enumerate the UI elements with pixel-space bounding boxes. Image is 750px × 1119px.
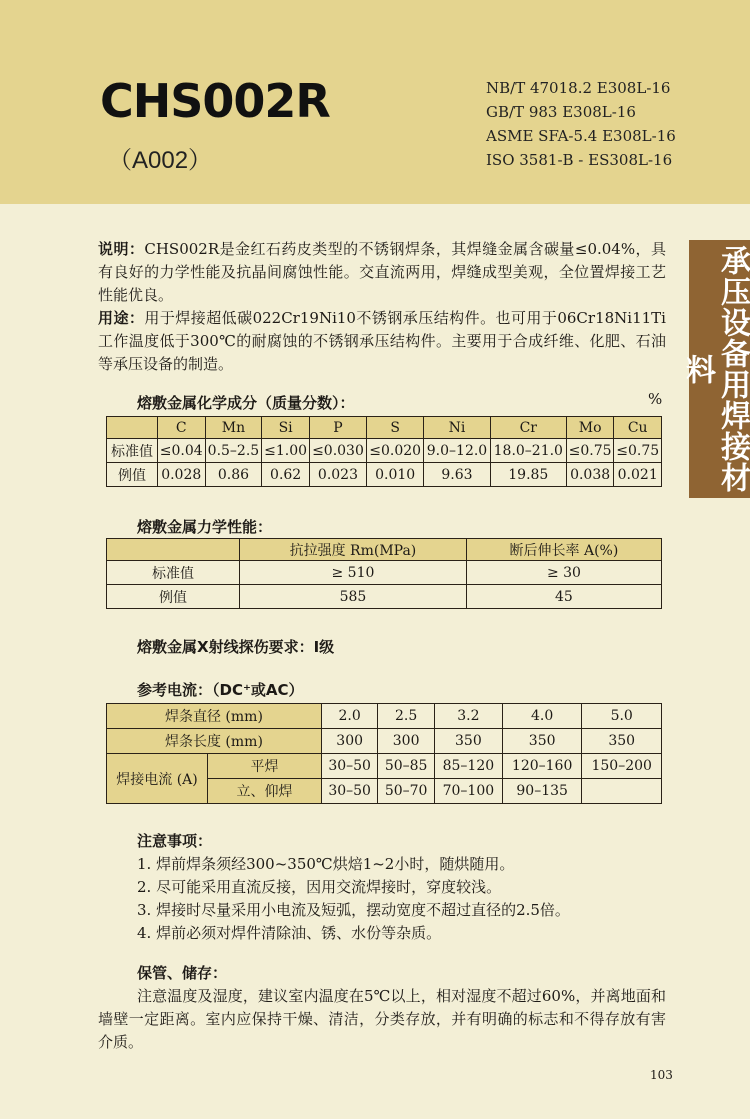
table-cell: 0.5–2.5 — [205, 439, 262, 463]
table-cell: ≤0.75 — [566, 439, 614, 463]
table-cell: 50–85 — [378, 754, 434, 779]
current-table — [106, 703, 662, 804]
table-cell: 0.021 — [614, 463, 662, 487]
table-row — [107, 463, 662, 487]
table-header-cell: 立、仰焊 — [208, 779, 322, 804]
table-header-cell: Mn — [205, 417, 262, 439]
table-cell: 350 — [502, 729, 582, 754]
table-cell: 标准值 — [107, 439, 158, 463]
list-item: 3. 焊接时尽量采用小电流及短弧，摆动宽度不超过直径的2.5倍。 — [137, 901, 570, 919]
chemical-unit: % — [648, 390, 663, 408]
standard-item: NB/T 47018.2 E308L-16 — [486, 79, 671, 97]
notes-title: 注意事项： — [137, 832, 213, 850]
standards-list — [486, 76, 676, 172]
side-category-tab: 承压设备用焊接材料 — [689, 240, 750, 498]
table-header-cell: 焊条直径 (mm) — [107, 704, 322, 729]
table-cell: ≤0.020 — [367, 439, 424, 463]
description-label: 说明： — [98, 240, 145, 258]
table-cell: 30–50 — [321, 754, 377, 779]
table-header-cell: 焊接电流 (A) — [107, 754, 208, 804]
product-model: CHS002R — [100, 74, 330, 128]
table-cell: ≥ 30 — [466, 561, 661, 585]
table-cell: 45 — [466, 585, 661, 609]
table-header-cell: C — [158, 417, 206, 439]
table-cell: 2.0 — [321, 704, 377, 729]
usage-text: 用于焊接超低碳022Cr19Ni10不锈钢承压结构件。也可用于06Cr18Ni11Ti工作温度低于300℃的耐腐蚀的不锈钢承压结构件。主要用于合成纤维、化肥、石油等承压设备的制造。 — [98, 309, 666, 373]
table-header-row — [107, 417, 662, 439]
usage-label: 用途： — [98, 309, 145, 327]
table-cell: 例值 — [107, 585, 240, 609]
table-row — [107, 729, 662, 754]
usage-paragraph — [98, 307, 666, 376]
table-header-row — [107, 539, 662, 561]
table-cell: ≤1.00 — [262, 439, 310, 463]
table-row — [107, 585, 662, 609]
page-number: 103 — [650, 1068, 673, 1082]
list-item: 4. 焊前必须对焊件清除油、锈、水份等杂质。 — [137, 924, 442, 942]
table-row — [107, 754, 662, 779]
table-row — [107, 704, 662, 729]
table-header-cell: Mo — [566, 417, 614, 439]
table-cell: 0.028 — [158, 463, 206, 487]
standard-item: GB/T 983 E308L-16 — [486, 103, 636, 121]
table-cell — [582, 779, 662, 804]
table-cell: 300 — [321, 729, 377, 754]
xray-requirement: 熔敷金属X射线探伤要求：Ⅰ级 — [137, 638, 335, 656]
table-cell: 30–50 — [321, 779, 377, 804]
storage-title: 保管、储存： — [137, 964, 228, 982]
table-cell: 9.63 — [424, 463, 491, 487]
product-alt-model: （A002） — [108, 147, 213, 174]
table-cell: 3.2 — [434, 704, 502, 729]
standard-item: ASME SFA-5.4 E308L-16 — [486, 127, 676, 145]
table-header-cell — [107, 417, 158, 439]
table-cell: 150–200 — [582, 754, 662, 779]
table-cell: 0.038 — [566, 463, 614, 487]
table-cell: 120–160 — [502, 754, 582, 779]
table-cell: 例值 — [107, 463, 158, 487]
table-header-cell: 断后伸长率 A(%) — [466, 539, 661, 561]
table-header-cell: Ni — [424, 417, 491, 439]
table-header-cell: 平焊 — [208, 754, 322, 779]
table-cell: 5.0 — [582, 704, 662, 729]
table-cell: 70–100 — [434, 779, 502, 804]
table-cell: 19.85 — [490, 463, 566, 487]
table-row — [107, 561, 662, 585]
table-cell: 18.0–21.0 — [490, 439, 566, 463]
table-cell: 300 — [378, 729, 434, 754]
table-cell: 标准值 — [107, 561, 240, 585]
table-cell: 0.86 — [205, 463, 262, 487]
table-header-cell — [107, 539, 240, 561]
table-cell: ≤0.04 — [158, 439, 206, 463]
description-text: CHS002R是金红石药皮类型的不锈钢焊条，其焊缝金属含碳量≤0.04%，具有良好的力学性能及抗晶间腐蚀性能。交直流两用，焊缝成型美观，全位置焊接工艺性能优良。 — [98, 240, 666, 304]
table-cell: 50–70 — [378, 779, 434, 804]
table-cell: 350 — [582, 729, 662, 754]
table-cell: ≥ 510 — [240, 561, 467, 585]
table-header-cell: Cr — [490, 417, 566, 439]
table-cell: 0.023 — [309, 463, 366, 487]
table-cell: 4.0 — [502, 704, 582, 729]
table-header-cell: P — [309, 417, 366, 439]
table-cell: ≤0.030 — [309, 439, 366, 463]
table-cell: 0.010 — [367, 463, 424, 487]
list-item: 1. 焊前焊条须经300~350℃烘焙1~2小时，随烘随用。 — [137, 855, 515, 873]
table-header-cell: 抗拉强度 Rm(MPa) — [240, 539, 467, 561]
table-cell: 9.0–12.0 — [424, 439, 491, 463]
notes-list — [137, 853, 570, 945]
current-title: 参考电流：（DC⁺或AC） — [137, 681, 304, 699]
mechanical-title: 熔敷金属力学性能： — [137, 518, 273, 536]
table-cell: 350 — [434, 729, 502, 754]
storage-text: 注意温度及湿度，建议室内温度在5℃以上，相对湿度不超过60%，并离地面和墙壁一定距离。室内应保持干燥、清洁，分类存放，并有明确的标志和不得存放有害介质。 — [98, 987, 666, 1051]
description-paragraph — [98, 238, 666, 307]
standard-item: ISO 3581-B - ES308L-16 — [486, 151, 673, 169]
table-row — [107, 439, 662, 463]
table-cell: 0.62 — [262, 463, 310, 487]
table-cell: ≤0.75 — [614, 439, 662, 463]
list-item: 2. 尽可能采用直流反接，因用交流焊接时，穿度较浅。 — [137, 878, 502, 896]
chemical-table — [106, 416, 662, 487]
table-cell: 90–135 — [502, 779, 582, 804]
table-cell: 2.5 — [378, 704, 434, 729]
table-cell: 85–120 — [434, 754, 502, 779]
chemical-title: 熔敷金属化学成分（质量分数）： — [137, 394, 355, 412]
table-cell: 585 — [240, 585, 467, 609]
table-header-cell: 焊条长度 (mm) — [107, 729, 322, 754]
table-header-cell: Cu — [614, 417, 662, 439]
table-header-cell: Si — [262, 417, 310, 439]
table-header-cell: S — [367, 417, 424, 439]
mechanical-table — [106, 538, 662, 609]
